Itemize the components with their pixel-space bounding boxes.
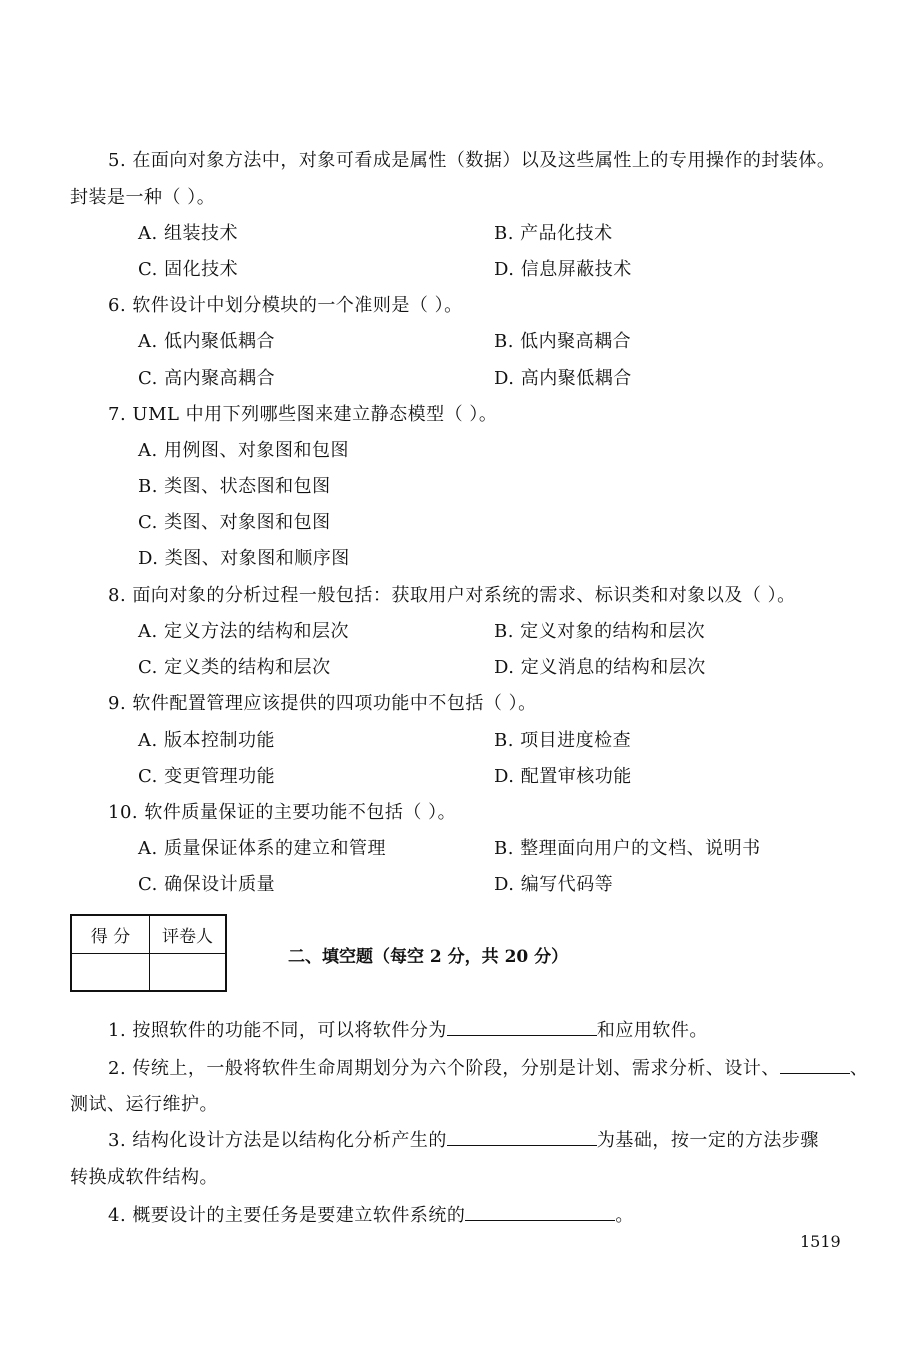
fill-question-1-text-a: 1. 按照软件的功能不同，可以将软件分为	[108, 1020, 447, 1041]
fill-question-2-continued: 测试、运行维护。	[70, 1094, 218, 1115]
question-10-option-c: C. 确保设计质量	[138, 874, 276, 895]
question-9-option-c: C. 变更管理功能	[138, 766, 276, 787]
fill-question-1	[108, 1016, 708, 1042]
fill-blank-4[interactable]	[465, 1202, 615, 1221]
score-field[interactable]	[72, 954, 150, 990]
question-10-option-d: D. 编写代码等	[494, 874, 614, 895]
question-6-option-a: A. 低内聚低耦合	[138, 331, 275, 352]
question-5-option-d: D. 信息屏蔽技术	[494, 259, 632, 280]
fill-question-3-text-b: 为基础，按一定的方法步骤	[596, 1130, 819, 1151]
question-5-stem-continued: 封装是一种（ ）。	[70, 187, 216, 208]
question-6-stem: 6. 软件设计中划分模块的一个准则是（ ）。	[108, 295, 463, 316]
fill-question-2	[108, 1054, 868, 1080]
fill-question-2-text-b: 、	[849, 1058, 869, 1079]
question-6-option-c: C. 高内聚高耦合	[138, 368, 276, 389]
question-7-option-d: D. 类图、对象图和顺序图	[138, 548, 350, 569]
fill-question-1-text-b: 和应用软件。	[596, 1020, 708, 1041]
grader-label: 评卷人	[150, 916, 225, 954]
question-10-stem: 10. 软件质量保证的主要功能不包括（ ）。	[108, 802, 457, 823]
question-5-option-b: B. 产品化技术	[494, 223, 613, 244]
question-6-option-d: D. 高内聚低耦合	[494, 368, 632, 389]
question-9-option-a: A. 版本控制功能	[138, 730, 275, 751]
question-8-option-b: B. 定义对象的结构和层次	[494, 621, 706, 642]
fill-blank-2[interactable]	[780, 1055, 850, 1074]
question-5-option-c: C. 固化技术	[138, 259, 239, 280]
fill-blank-3[interactable]	[447, 1127, 597, 1146]
fill-question-4-text-b: 。	[615, 1205, 634, 1226]
fill-question-3	[108, 1126, 819, 1152]
question-10-option-b: B. 整理面向用户的文档、说明书	[494, 838, 761, 859]
question-8-option-d: D. 定义消息的结构和层次	[494, 657, 706, 678]
question-7-stem: 7. UML 中用下列哪些图来建立静态模型（ ）。	[108, 404, 498, 425]
question-8-option-c: C. 定义类的结构和层次	[138, 657, 331, 678]
question-5-stem: 5. 在面向对象方法中，对象可看成是属性（数据）以及这些属性上的专用操作的封装体。	[108, 150, 836, 171]
grader-field[interactable]	[150, 954, 225, 990]
score-table	[70, 914, 227, 992]
question-8-stem: 8. 面向对象的分析过程一般包括：获取用户对系统的需求、标识类和对象以及（ ）。	[108, 585, 796, 606]
question-9-option-b: B. 项目进度检查	[494, 730, 632, 751]
question-7-option-c: C. 类图、对象图和包图	[138, 512, 331, 533]
question-6-option-b: B. 低内聚高耦合	[494, 331, 632, 352]
fill-blank-1[interactable]	[447, 1017, 597, 1036]
question-10-option-a: A. 质量保证体系的建立和管理	[138, 838, 386, 859]
question-5-option-a: A. 组装技术	[138, 223, 238, 244]
page-number: 1519	[800, 1232, 841, 1251]
fill-question-2-text-a: 2. 传统上，一般将软件生命周期划分为六个阶段，分别是计划、需求分析、设计、	[108, 1058, 780, 1079]
question-9-stem: 9. 软件配置管理应该提供的四项功能中不包括（ ）。	[108, 693, 537, 714]
score-label: 得 分	[72, 916, 150, 954]
question-8-option-a: A. 定义方法的结构和层次	[138, 621, 349, 642]
fill-question-4-text-a: 4. 概要设计的主要任务是要建立软件系统的	[108, 1205, 466, 1226]
fill-question-3-text-a: 3. 结构化设计方法是以结构化分析产生的	[108, 1130, 447, 1151]
question-7-option-a: A. 用例图、对象图和包图	[138, 440, 349, 461]
question-9-option-d: D. 配置审核功能	[494, 766, 632, 787]
question-7-option-b: B. 类图、状态图和包图	[138, 476, 331, 497]
fill-question-3-continued: 转换成软件结构。	[70, 1167, 218, 1188]
section-2-title: 二、填空题（每空 2 分，共 20 分）	[288, 947, 569, 967]
fill-question-4	[108, 1201, 634, 1227]
